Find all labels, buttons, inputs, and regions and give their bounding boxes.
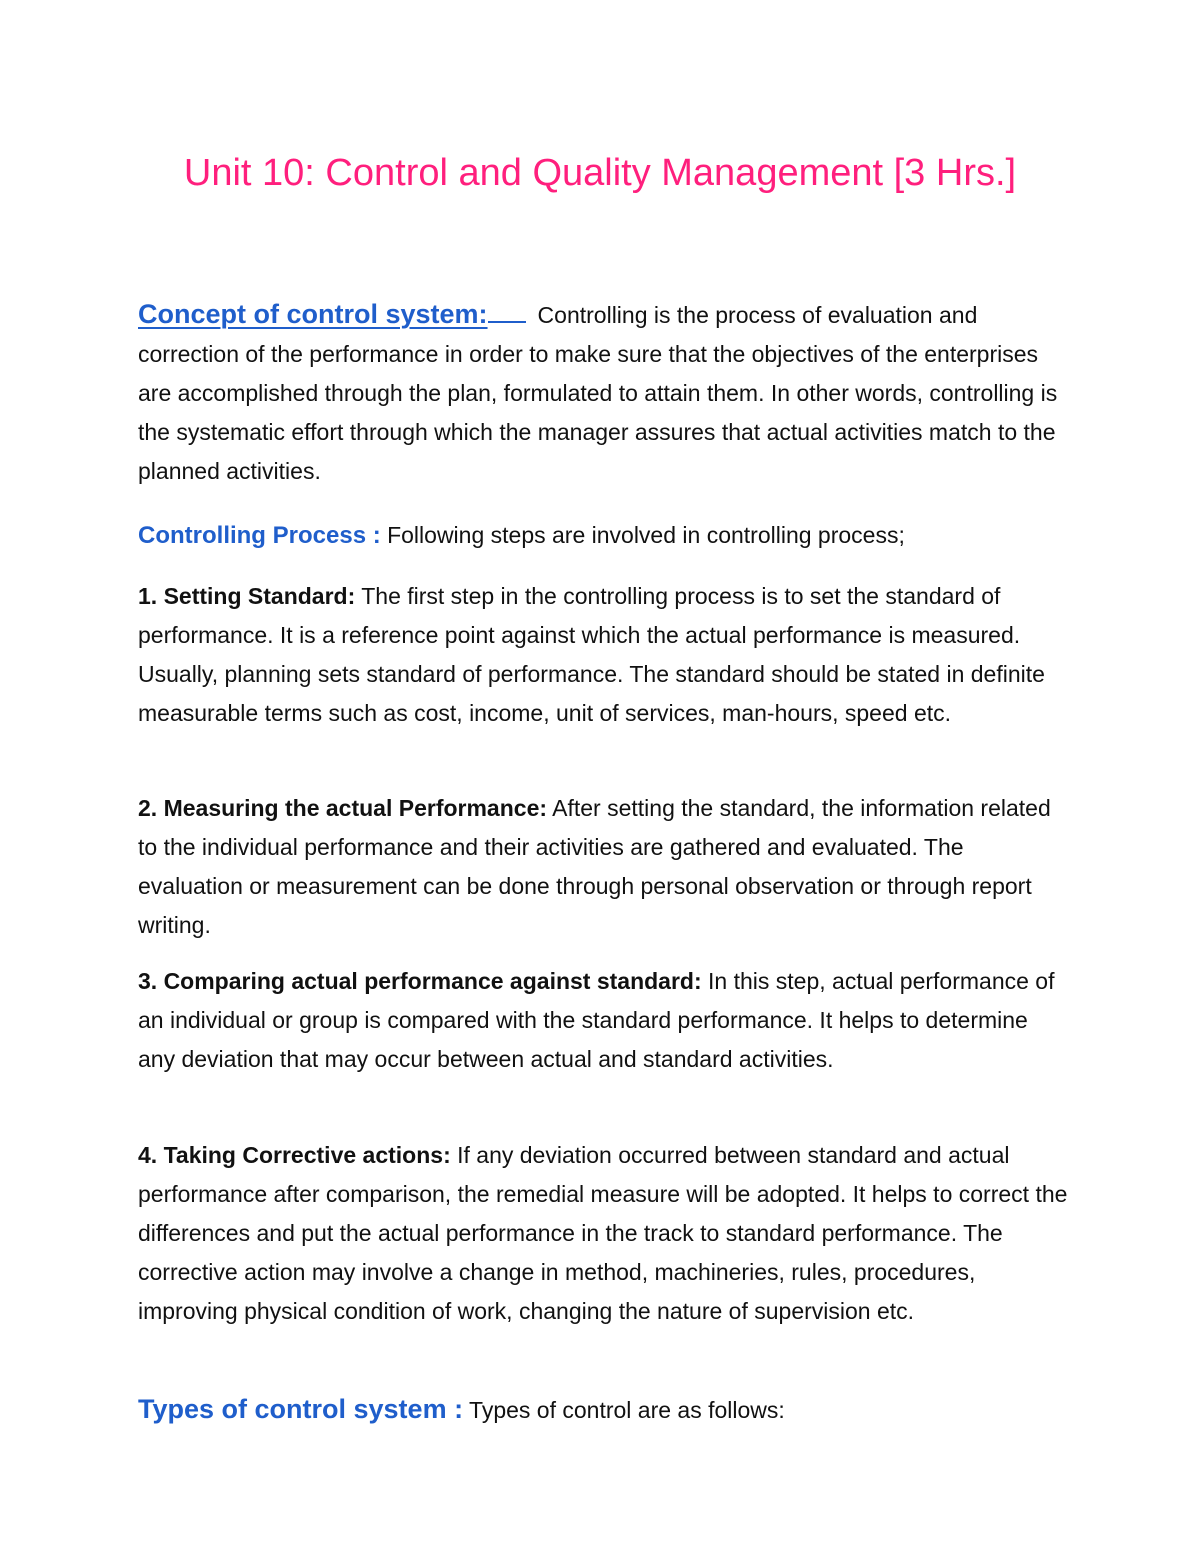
process-text: Following steps are involved in controlling process;: [380, 522, 905, 548]
step-1-label: 1. Setting Standard:: [138, 583, 356, 609]
step-4-text: If any deviation occurred between standard and actual performance after comparison, the remedial measure will be adopted. It helps to correct the differences and put the actual performance in the track to standard performance. The corrective action may involve a change in method, machineries, rules, procedures, improving physical condition of work, changing the nature of supervision etc.: [138, 1142, 1068, 1324]
step-4-label: 4. Taking Corrective actions:: [138, 1142, 451, 1168]
process-heading: Controlling Process :: [138, 522, 381, 549]
step-2-text: After setting the standard, the information related to the individual performance and their activities are gathered and evaluated. The evaluation or measurement can be done through personal observation or through report writing.: [138, 795, 1051, 938]
step-1-text: The first step in the controlling process is to set the standard of performance. It is a reference point against which the actual performance is measured. Usually, planning sets standard of performance. The standard should be stated in definite measurable terms such as cost, income, unit of services, man-hours, speed etc.: [138, 583, 1045, 726]
page-title: Unit 10: Control and Quality Management [3 Hrs.]: [183, 152, 1017, 194]
process-paragraph: [138, 516, 1068, 555]
concept-paragraph: [138, 295, 1068, 491]
step-3-paragraph: [138, 962, 1068, 1079]
step-2-paragraph: [138, 789, 1068, 945]
concept-text: Controlling is the process of evaluation and correction of the performance in order to make sure that the objectives of the enterprises are accomplished through the plan, formulated to attain them. In other words, controlling is the systematic effort through which the manager assures that actual activities match to the planned activities.: [138, 302, 1058, 484]
concept-heading: Concept of control system:: [138, 299, 488, 329]
step-3-text: In this step, actual performance of an individual or group is compared with the standard performance. It helps to determine any deviation that may occur between actual and standard activities.: [138, 968, 1055, 1072]
step-3-label: 3. Comparing actual performance against standard:: [138, 968, 702, 994]
types-paragraph: [138, 1390, 1068, 1430]
types-heading: Types of control system :: [138, 1394, 464, 1424]
types-text: Types of control are as follows:: [463, 1397, 785, 1423]
heading-underline-extension: [488, 320, 526, 323]
step-2-label: 2. Measuring the actual Performance:: [138, 795, 548, 821]
step-1-paragraph: [138, 577, 1068, 733]
step-4-paragraph: [138, 1136, 1068, 1331]
